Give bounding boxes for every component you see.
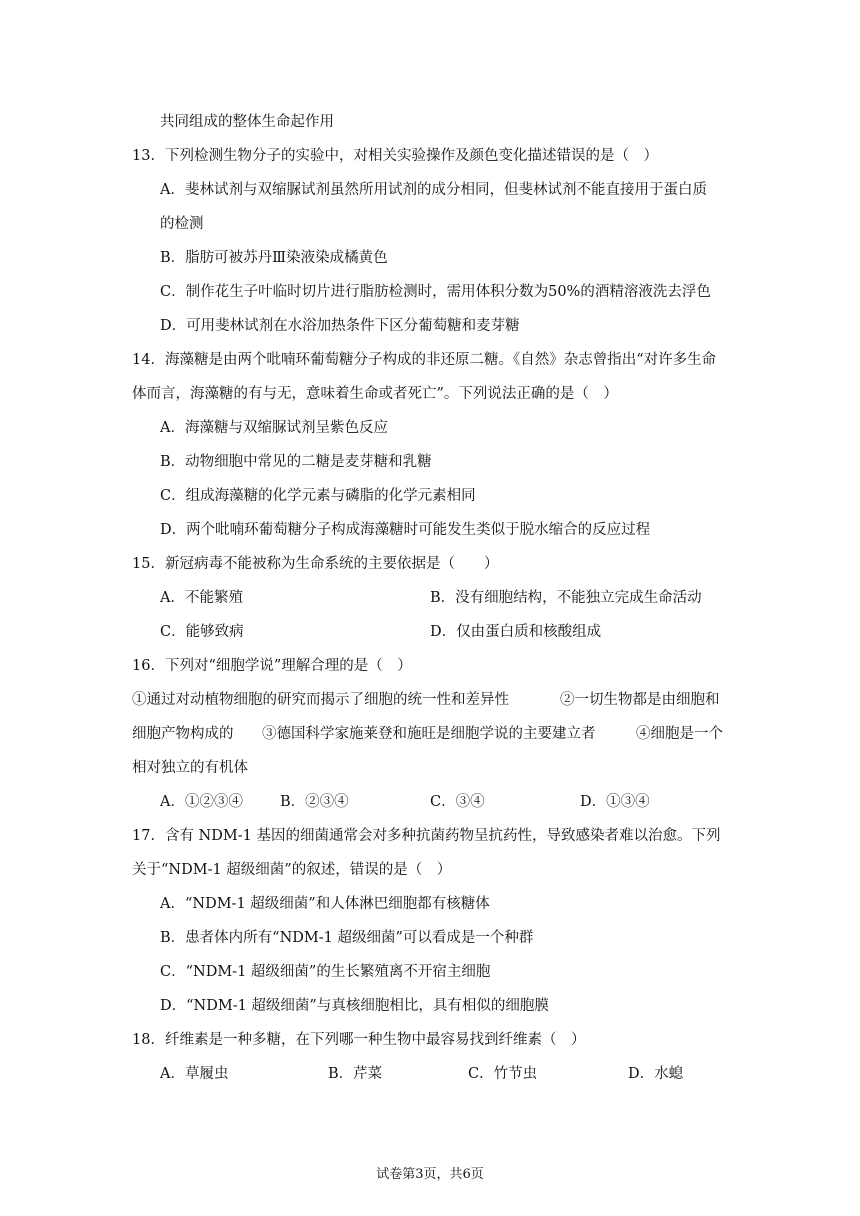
q17-option-a: A．“NDM-1 超级细菌”和人体淋巴细胞都有核糖体 [160,896,490,912]
q16-stem: 16．下列对“细胞学说”理解合理的是（ ） [132,658,412,674]
continuation-text: 共同组成的整体生命起作用 [160,114,334,130]
q13-option-c: C．制作花生子叶临时切片进行脂肪检测时，需用体积分数为50%的酒精溶液洗去浮色 [160,284,711,300]
q16-option-a: A．①②③④ [160,794,243,810]
q15-stem: 15．新冠病毒不能被称为生命系统的主要依据是（ ） [132,556,499,572]
q16-statement-3: ③德国科学家施莱登和施旺是细胞学说的主要建立者 [262,726,596,742]
q16-statement-2-cont: 细胞产物构成的 [132,726,234,742]
q14-option-d: D．两个吡喃环葡萄糖分子构成海藻糖时可能发生类似于脱水缩合的反应过程 [160,522,651,538]
q17-stem: 17．含有 NDM-1 基因的细菌通常会对多种抗菌药物呈抗药性，导致感染者难以治愈。下列 [132,828,721,844]
q18-option-d: D．水螅 [628,1066,684,1082]
q17-stem-cont: 关于“NDM-1 超级细菌”的叙述，错误的是（ ） [132,862,452,878]
q16-option-b: B．②③④ [280,794,349,810]
q15-option-c: C．能够致病 [160,624,244,640]
q13-stem: 13．下列检测生物分子的实验中，对相关实验操作及颜色变化描述错误的是（ ） [132,148,658,164]
q13-option-d: D．可用斐林试剂在水浴加热条件下区分葡萄糖和麦芽糖 [160,318,520,334]
q16-option-c: C．③④ [430,794,485,810]
q13-option-a: A．斐林试剂与双缩脲试剂虽然所用试剂的成分相同，但斐林试剂不能直接用于蛋白质 [160,182,707,198]
q14-option-c: C．组成海藻糖的化学元素与磷脂的化学元素相同 [160,488,476,504]
q15-option-b: B．没有细胞结构，不能独立完成生命活动 [430,590,702,606]
q13-option-a-cont: 的检测 [160,216,204,232]
q18-option-a: A．草履虫 [160,1066,229,1082]
q16-statement-4: ④细胞是一个 [636,726,723,742]
q13-option-b: B．脂肪可被苏丹Ⅲ染液染成橘黄色 [160,250,388,266]
q14-stem-cont: 体而言，海藻糖的有与无，意味着生命或者死亡”。下列说法正确的是（ ） [132,386,618,402]
q14-option-a: A．海藻糖与双缩脲试剂呈紫色反应 [160,420,388,436]
q18-option-b: B．芹菜 [328,1066,383,1082]
q16-statement-2: ②一切生物都是由细胞和 [560,692,720,708]
q14-stem: 14．海藻糖是由两个吡喃环葡萄糖分子构成的非还原二糖。《自然》杂志曾指出“对许多生命 [132,352,717,368]
q16-statement-1: ①通过对动植物细胞的研究而揭示了细胞的统一性和差异性 [132,692,509,708]
page-footer: 试卷第3页，共6页 [376,1167,484,1182]
q16-option-d: D．①③④ [580,794,650,810]
q18-stem: 18．纤维素是一种多糖，在下列哪一种生物中最容易找到纤维素（ ） [132,1032,586,1048]
q14-option-b: B．动物细胞中常见的二糖是麦芽糖和乳糖 [160,454,432,470]
q15-option-a: A．不能繁殖 [160,590,243,606]
q18-option-c: C．竹节虫 [468,1066,538,1082]
q16-statement-4-cont: 相对独立的有机体 [132,760,248,776]
q17-option-d: D．“NDM-1 超级细菌”与真核细胞相比，具有相似的细胞膜 [160,998,549,1014]
q15-option-d: D．仅由蛋白质和核酸组成 [430,624,602,640]
q17-option-c: C．“NDM-1 超级细菌”的生长繁殖离不开宿主细胞 [160,964,491,980]
q17-option-b: B．患者体内所有“NDM-1 超级细菌”可以看成是一个种群 [160,930,534,946]
